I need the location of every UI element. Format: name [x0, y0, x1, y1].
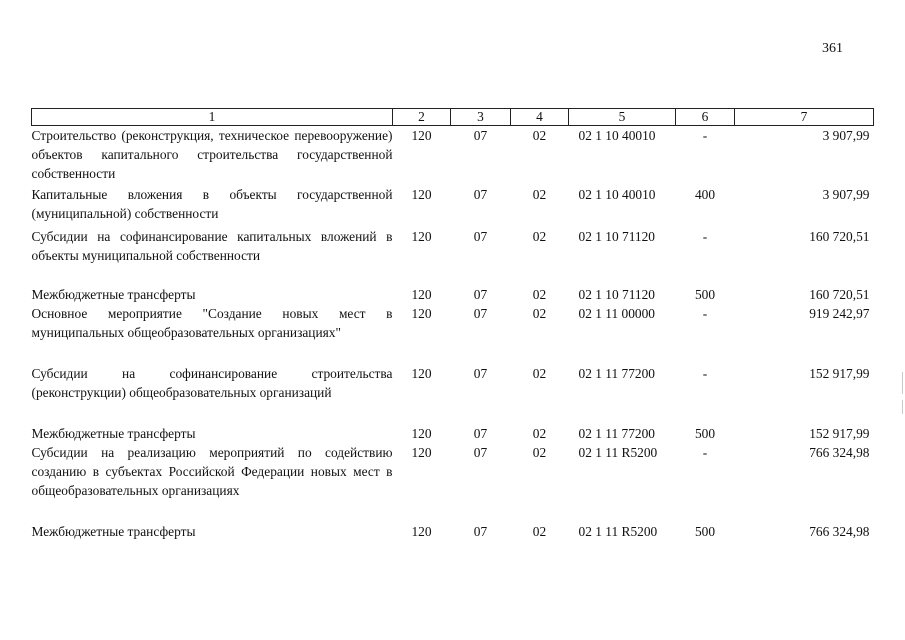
row-col-7: 766 324,98	[809, 444, 870, 460]
row-col-7: 160 720,51	[809, 286, 870, 302]
row-col-5: 02 1 11 R5200	[578, 523, 658, 539]
row-col-4: 02	[532, 425, 547, 441]
row-col-2: 120	[411, 286, 432, 302]
row-name: Межбюджетные трансферты	[31, 425, 196, 441]
row-col-3: 07	[473, 186, 488, 202]
header-col-5: 5	[569, 109, 676, 126]
row-col-3: 07	[473, 444, 488, 460]
row-name: Межбюджетные трансферты	[31, 523, 196, 539]
table-row	[32, 185, 874, 227]
row-name: Субсидии на софинансирование строительства (реконструкции) общеобразовательных организаций	[31, 365, 393, 400]
row-col-2: 120	[411, 425, 432, 441]
row-col-6: -	[702, 444, 708, 460]
table-row	[32, 227, 874, 285]
table-row	[32, 364, 874, 424]
row-col-5: 02 1 10 71120	[578, 228, 655, 244]
row-col-6: -	[702, 228, 708, 244]
row-col-5: 02 1 11 R5200	[578, 444, 658, 460]
row-col-6: 500	[694, 425, 716, 441]
row-col-2: 120	[411, 128, 432, 143]
row-col-7: 3 907,99	[822, 128, 870, 143]
row-col-3: 07	[473, 523, 488, 539]
row-col-3: 07	[473, 286, 488, 302]
table-header-row	[32, 109, 874, 126]
row-col-6: -	[702, 305, 708, 321]
table-row	[32, 522, 874, 541]
row-col-3: 07	[473, 425, 488, 441]
row-col-5: 02 1 11 77200	[578, 425, 655, 441]
row-col-5: 02 1 10 40010	[578, 128, 656, 143]
row-col-4: 02	[532, 365, 547, 381]
row-name: Основное мероприятие "Создание новых мест в муниципальных общеобразовательных организациях"	[31, 305, 393, 340]
row-name: Капитальные вложения в объекты государственной (муниципальной) собственности	[31, 186, 393, 221]
row-col-5: 02 1 11 00000	[578, 305, 655, 321]
scan-edge-mark	[902, 400, 903, 414]
row-col-4: 02	[532, 128, 547, 143]
row-col-2: 120	[411, 523, 432, 539]
row-col-5: 02 1 10 71120	[578, 286, 655, 302]
row-col-4: 02	[532, 228, 547, 244]
budget-table	[31, 108, 874, 541]
page-number: 361	[822, 41, 843, 56]
row-col-3: 07	[473, 128, 488, 143]
row-col-2: 120	[411, 228, 432, 244]
row-col-7: 152 917,99	[809, 365, 870, 381]
header-col-6: 6	[676, 109, 735, 126]
table-row	[32, 424, 874, 443]
row-col-6: 500	[694, 523, 716, 539]
row-col-3: 07	[473, 228, 488, 244]
row-col-2: 120	[411, 365, 432, 381]
row-col-4: 02	[532, 444, 547, 460]
row-col-4: 02	[532, 186, 547, 202]
row-col-6: 500	[694, 286, 716, 302]
row-col-7: 160 720,51	[809, 228, 870, 244]
row-col-4: 02	[532, 305, 547, 321]
row-col-5: 02 1 10 40010	[578, 186, 656, 202]
row-col-4: 02	[532, 286, 547, 302]
row-col-2: 120	[411, 186, 432, 202]
scan-edge-mark	[902, 372, 903, 394]
header-col-4: 4	[511, 109, 569, 126]
table-row	[32, 443, 874, 522]
row-name: Субсидии на софинансирование капитальных вложений в объекты муниципальной собственности	[31, 228, 393, 263]
table-row	[32, 304, 874, 364]
row-name: Межбюджетные трансферты	[31, 286, 196, 302]
header-col-3: 3	[451, 109, 511, 126]
row-col-7: 919 242,97	[809, 305, 870, 321]
header-col-2: 2	[393, 109, 451, 126]
row-col-6: -	[702, 365, 708, 381]
header-col-1: 1	[32, 109, 393, 126]
row-col-7: 3 907,99	[822, 186, 870, 202]
row-col-3: 07	[473, 305, 488, 321]
row-col-4: 02	[532, 523, 547, 539]
table-row	[32, 285, 874, 304]
row-name: Строительство (реконструкция, техническое перевооружение) объектов капитального строительства государственной собственности	[31, 128, 393, 181]
row-col-7: 766 324,98	[809, 523, 870, 539]
header-col-7: 7	[735, 109, 874, 126]
row-col-2: 120	[411, 305, 432, 321]
row-col-7: 152 917,99	[809, 425, 870, 441]
row-name: Субсидии на реализацию мероприятий по содействию созданию в субъектах Российской Федерации новых мест в общеобразовательных организациях	[31, 444, 393, 498]
row-col-2: 120	[411, 444, 432, 460]
row-col-3: 07	[473, 365, 488, 381]
row-col-6: 400	[694, 186, 716, 202]
row-col-5: 02 1 11 77200	[578, 365, 655, 381]
table-row	[32, 126, 874, 185]
row-col-6: -	[702, 128, 708, 143]
